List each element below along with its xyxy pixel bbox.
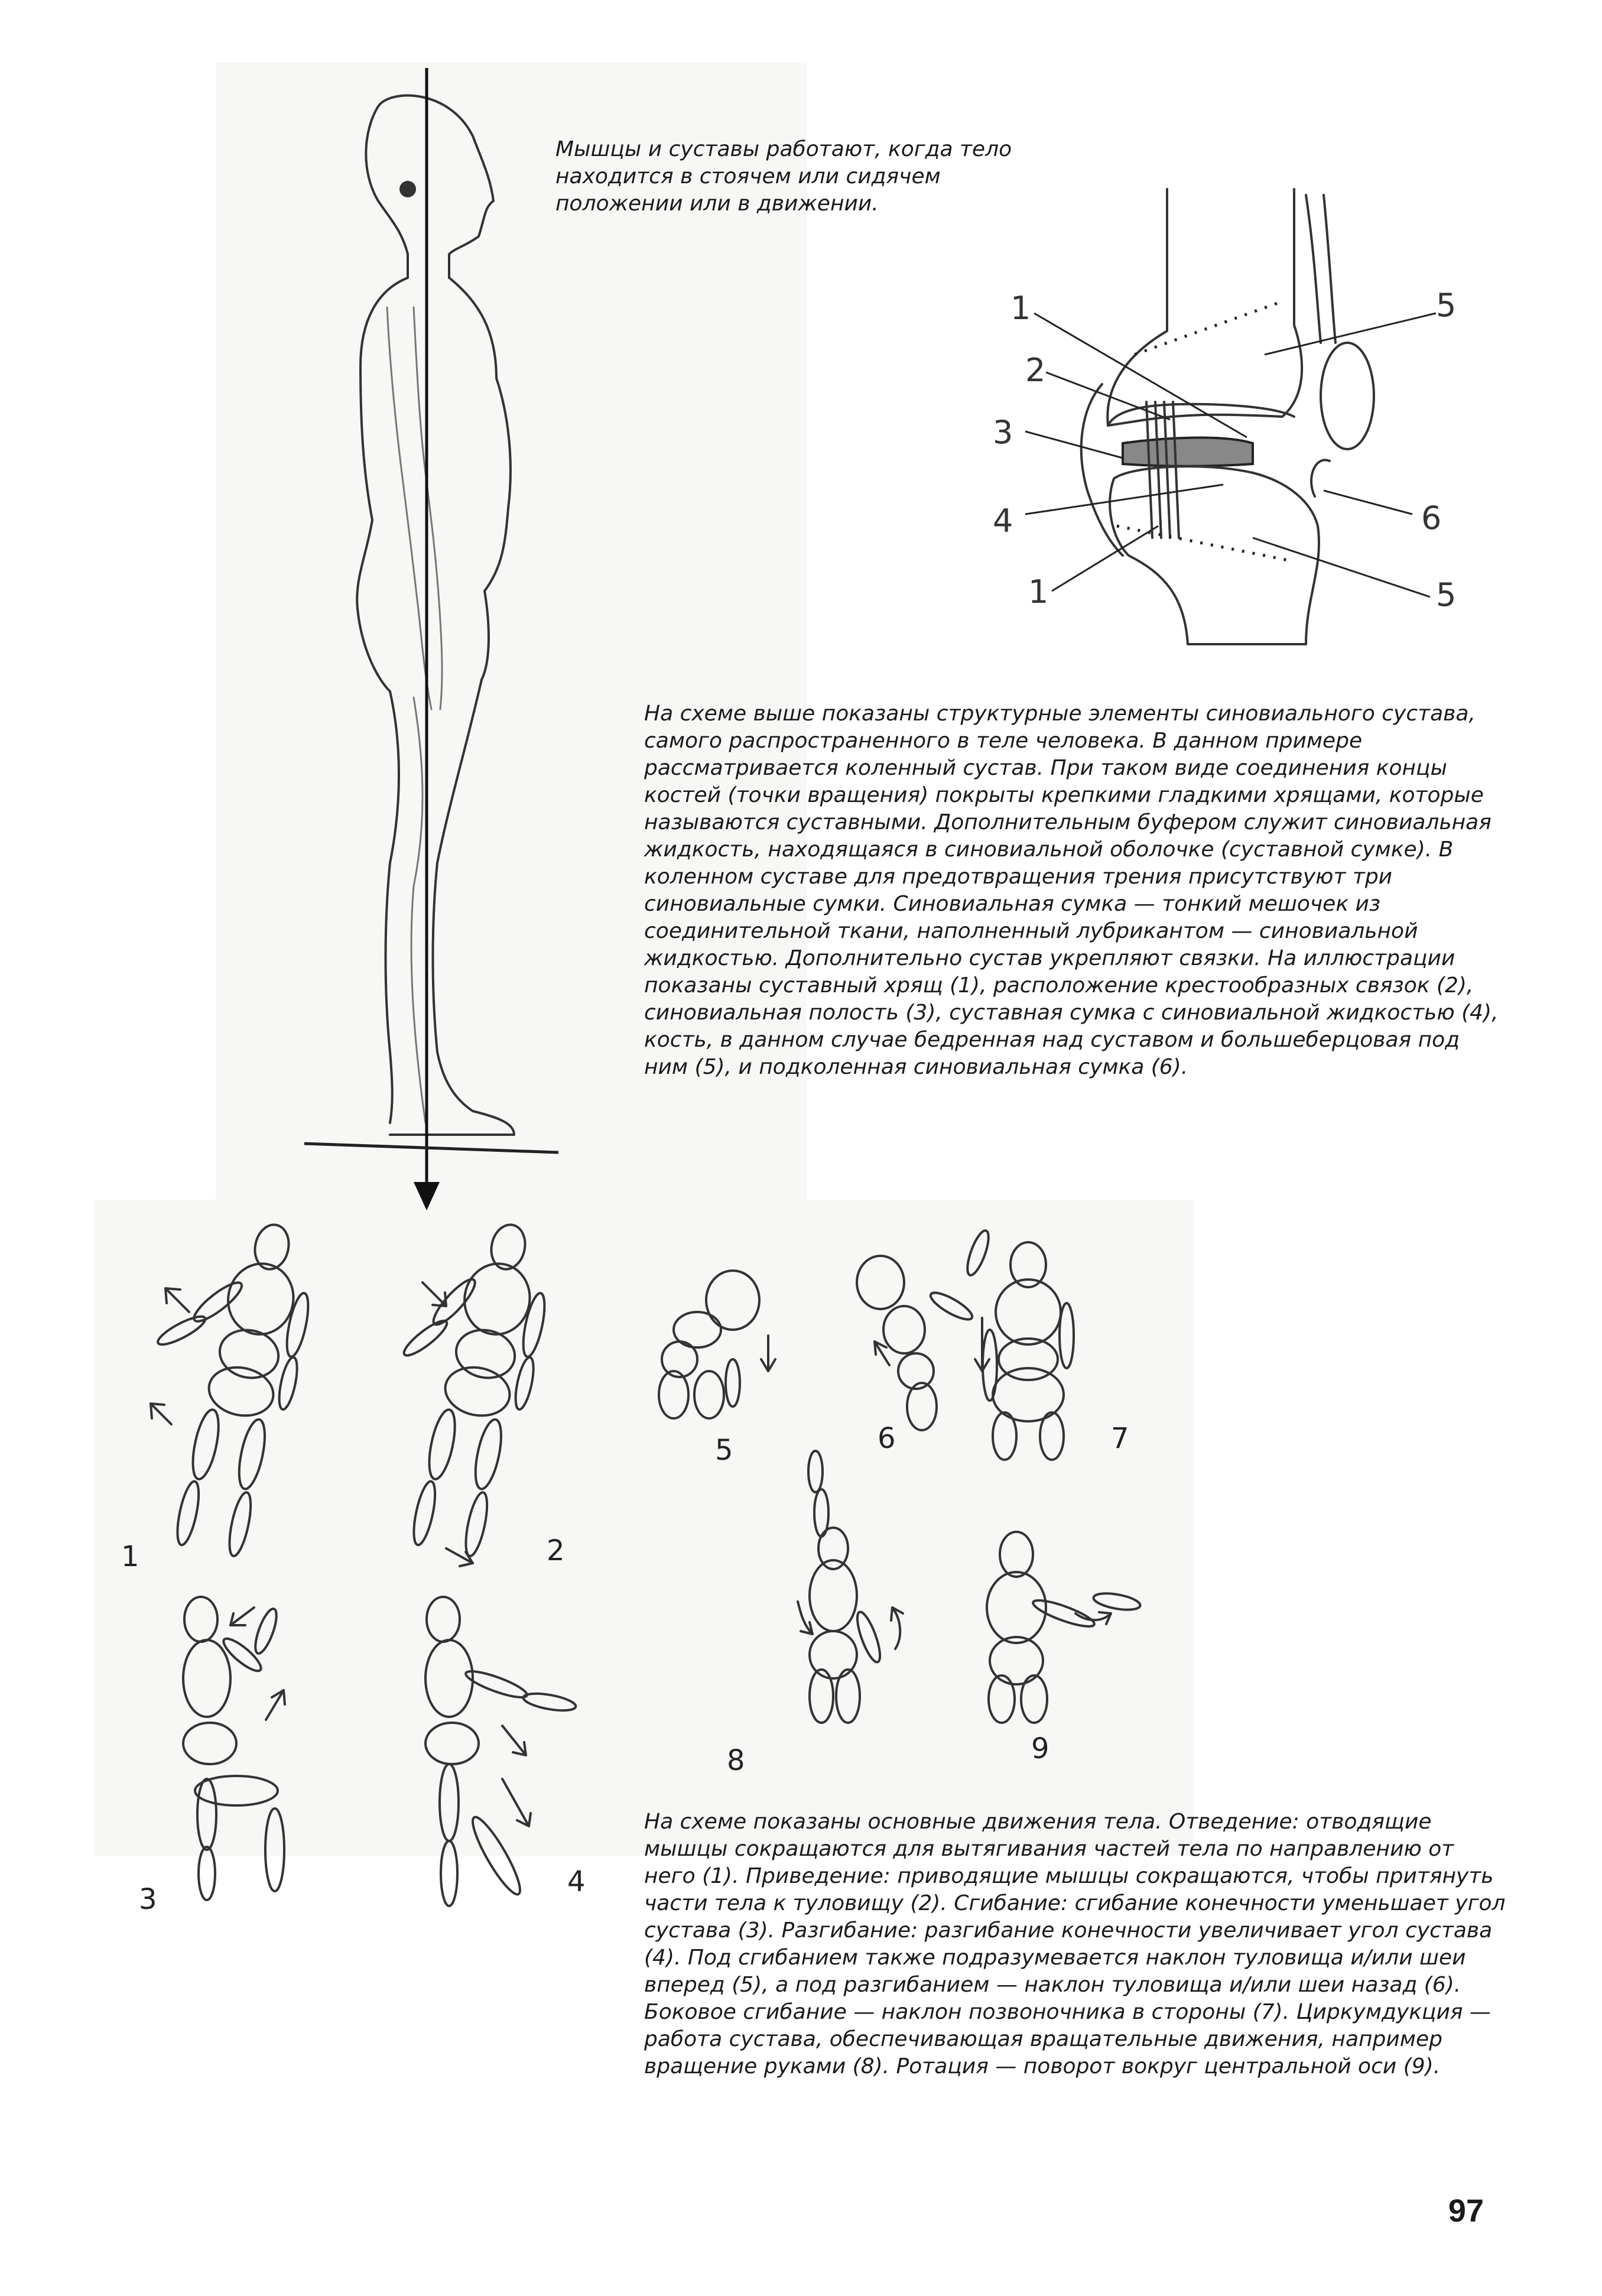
knee-label-4: 4	[993, 502, 1013, 540]
ear-icon	[399, 181, 416, 197]
movement-figure-9	[987, 1532, 1141, 1723]
knee-joint-diagram	[975, 183, 1477, 668]
intro-caption: Мышцы и суставы работают, когда тело находится в стоячем или сидячем положении или в движении.	[555, 137, 1012, 216]
movement-figure-2	[361, 1207, 563, 1561]
knee-label-5-top: 5	[1436, 287, 1457, 324]
knee-joint-caption: На схеме выше показаны структурные элементы синовиального сустава, самого распространенного в теле человека. В данном примере рассматривается коленный сустав. При таком виде соединения концы костей (точки вращения) покрыты крепкими гладкими хрящами, которые называются суставными. Дополнительным буфером служит синовиальная жидкость, находящаяся в синовиальной оболочке (суставной сумке). В коленном суставе для предотвращения трения присутствуют три синовиальные сумки. Синовиальная сумка — тонкий мешочек из соединительной ткани, наполненный лубрикантом — синовиальной жидкостью. Дополнительно сустав укрепляют связки. На иллюстрации показаны суставный хрящ (1), расположение крестообразных связок (2), синовиальная полость (3), суставная сумка с синовиальной жидкостью (4), кость, в данном случае бедренная над суставом и большеберцовая под ним (5), и подколенная синовиальная сумка (6).	[644, 702, 1499, 1079]
movement-label-9: 9	[1031, 1732, 1049, 1765]
human-figure-side-view	[357, 96, 514, 1135]
knee-label-6: 6	[1421, 499, 1442, 537]
movement-label-3: 3	[139, 1883, 157, 1916]
movement-figure-4	[425, 1597, 577, 1906]
movement-label-6: 6	[878, 1422, 896, 1455]
ground-line	[304, 1144, 558, 1152]
movement-figure-8	[808, 1451, 885, 1723]
movement-figure-5	[659, 1271, 759, 1418]
movement-label-5: 5	[715, 1434, 733, 1467]
body-movements-illustration	[95, 1200, 1194, 1916]
movements-caption: На схеме показаны основные движения тела. Отведение: отводящие мышцы сокращаются для вытягивания частей тела по направлению от него (1). Приведение: приводящие мышцы сокращаются, чтобы притянуть части тела к туловищу (2). Сгибание: сгибание конечности уменьшает угол сустава (3). Разгибание: разгибание конечности увеличивает угол сустава (4). Под сгибанием также подразумевается наклон туловища и/или шеи вперед (5), а под разгибанием — наклон туловища и/или шеи назад (6). Боковое сгибание — наклон позвоночника в стороны (7). Циркумдукция — работа сустава, обеспечивающая вращательные движения, например вращение руками (8). Ротация — поворот вокруг центральной оси (9).	[644, 1810, 1506, 2079]
movement-label-8: 8	[727, 1744, 745, 1777]
movement-figure-7	[983, 1242, 1074, 1460]
knee-label-2: 2	[1025, 352, 1046, 389]
knee-joint-drawing	[1025, 189, 1436, 644]
page-number: 97	[1448, 2193, 1484, 2229]
knee-label-1-bottom: 1	[1028, 573, 1049, 610]
movement-figure-1	[113, 1205, 327, 1561]
movement-label-7: 7	[1111, 1422, 1129, 1455]
knee-label-5-bottom: 5	[1436, 576, 1457, 613]
movement-label-2: 2	[547, 1534, 565, 1567]
movement-figure-3	[183, 1597, 284, 1900]
knee-label-3: 3	[993, 414, 1013, 451]
synovial-cavity-fill	[1123, 438, 1253, 466]
movement-label-4: 4	[567, 1865, 586, 1898]
movement-label-1: 1	[121, 1540, 139, 1573]
movement-figure-6	[857, 1228, 993, 1430]
knee-label-1-top: 1	[1010, 290, 1031, 327]
